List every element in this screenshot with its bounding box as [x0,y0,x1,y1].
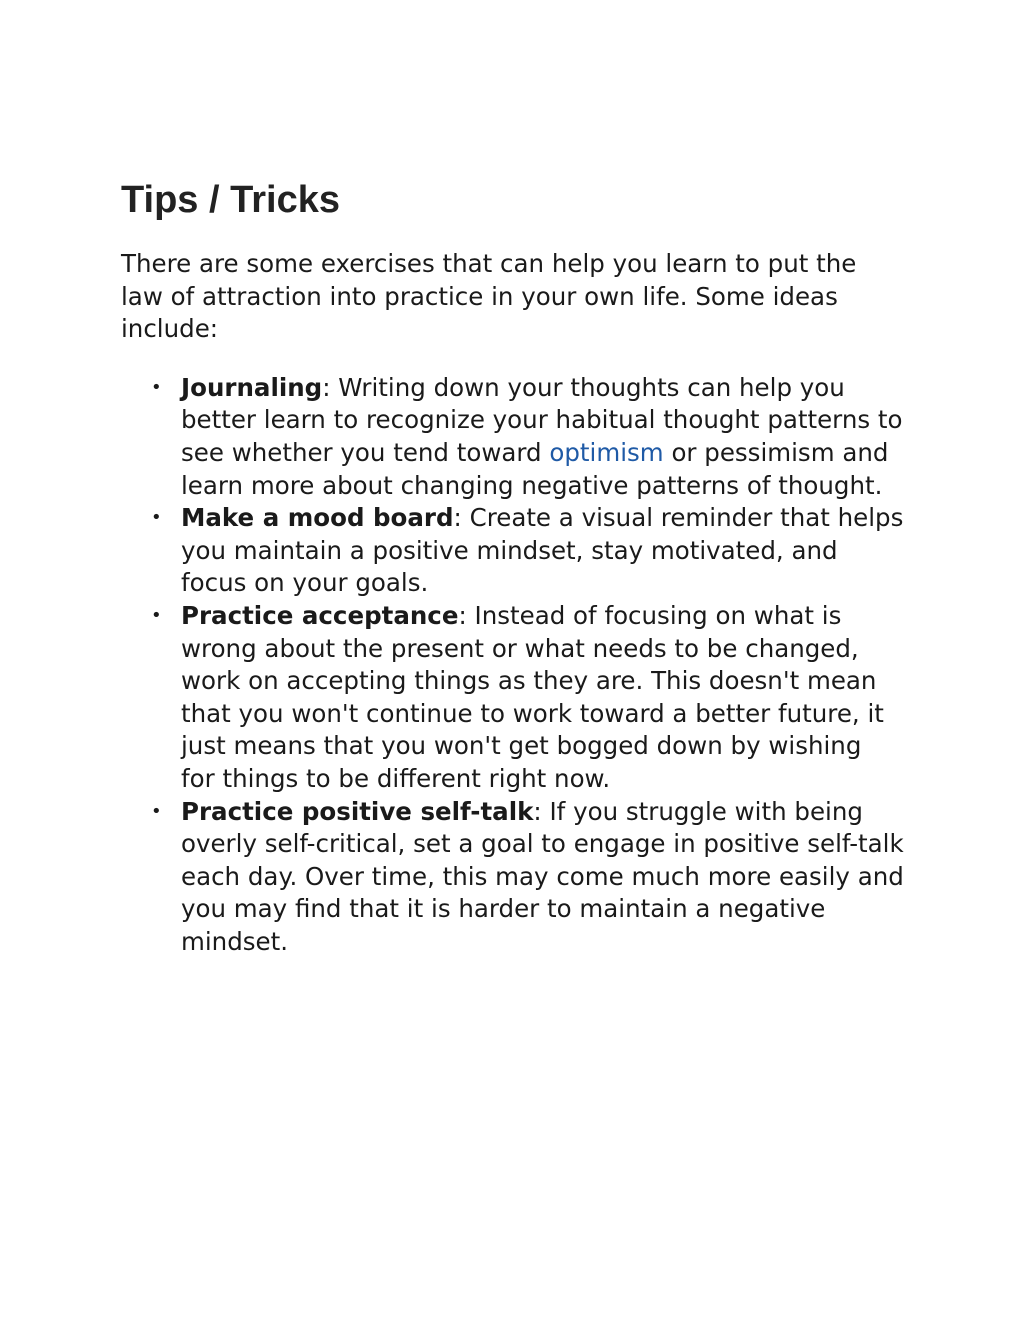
tip-term: Practice acceptance [181,600,459,630]
list-item-acceptance [121,600,891,796]
list-item-journaling [121,372,906,502]
tips-list [121,372,921,959]
tip-text: If you struggle with being overly self-critical, set a goal to engage in positive self-talk each day. Over time, this may come much more easily and you may find that it is harder to maintain a negative mindset. [181,796,904,956]
tip-text: Instead of focusing on what is wrong about the present or what needs to be changed, work on accepting things as they are. This doesn't mean that you won't continue to work toward a better future, it just means that you won't get bogged down by wishing for things to be different right now. [181,600,884,793]
intro-paragraph: There are some exercises that can help you learn to put the law of attraction into practice in your own life. Some ideas include: [121,249,857,344]
tip-separator: : [453,503,462,533]
tip-separator: : [458,600,467,630]
bullet-icon: • [151,604,162,626]
list-item-mood-board [121,502,906,600]
tip-text: Create a visual reminder that helps you maintain a positive mindset, stay motivated, and focus on your goals. [181,503,904,598]
tip-term: Practice positive self-talk [181,796,534,826]
tip-term: Make a mood board [181,503,454,533]
page-title: Tips / Tricks [121,179,340,221]
tip-text: Writing down your thoughts can help you better learn to recognize your habitual thought patterns to see whether you tend toward [181,372,903,467]
list-item-self-talk [121,796,911,959]
document-page [121,176,921,958]
bullet-icon: • [151,507,162,529]
tip-separator: : [533,796,542,826]
tip-text-after: or pessimism and learn more about changing negative patterns of thought. [181,437,889,500]
bullet-icon: • [151,800,162,822]
optimism-link[interactable]: optimism [549,437,664,467]
tip-separator: : [322,372,331,402]
bullet-icon: • [151,376,162,398]
tip-term: Journaling [181,372,323,402]
